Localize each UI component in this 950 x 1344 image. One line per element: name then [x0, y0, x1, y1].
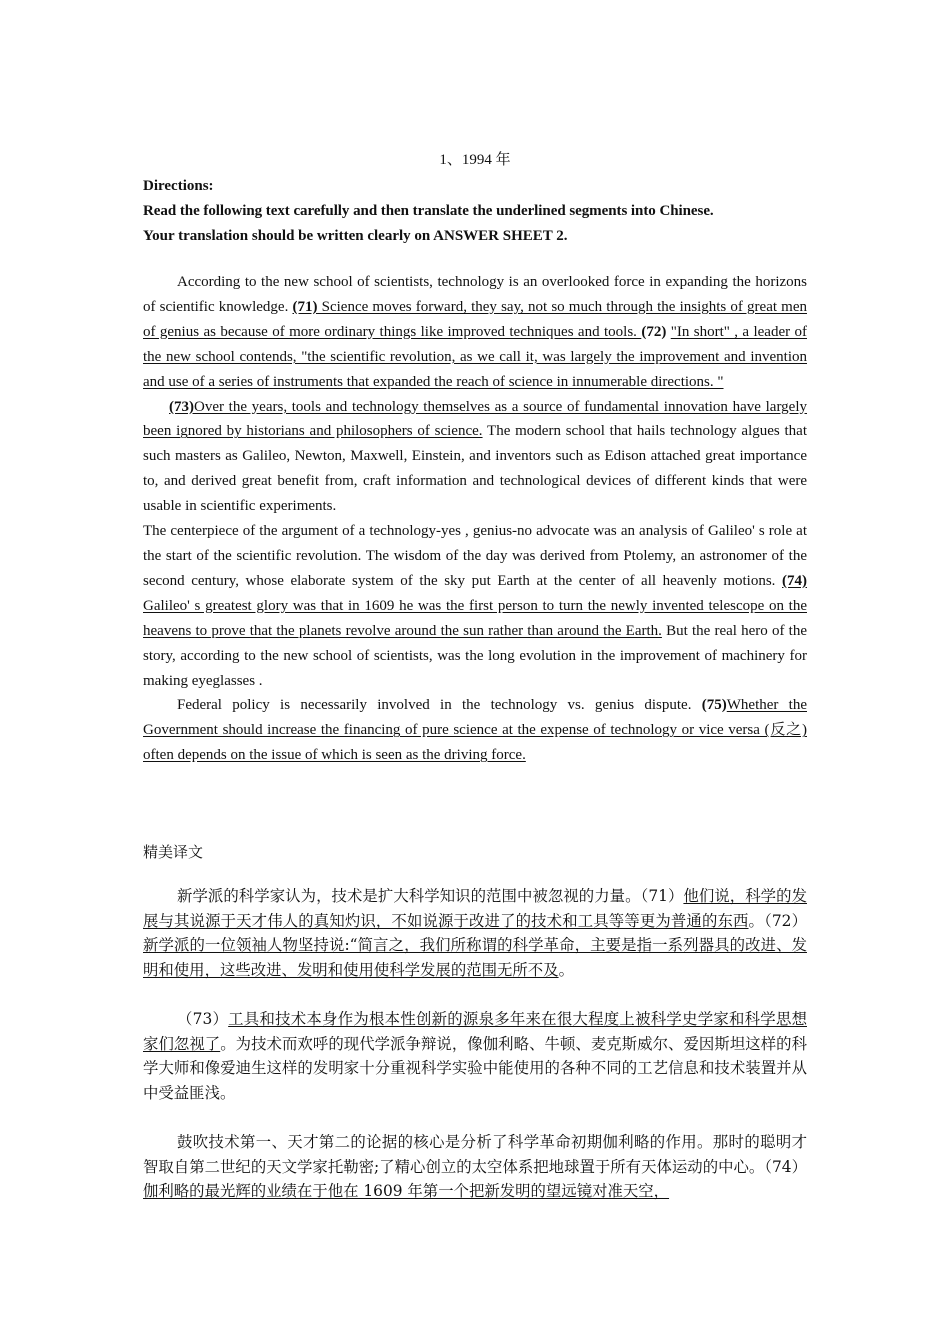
underlined-segment-73: Over the years, tools and technology themselves as a source of fundamental innovation have largely been ignored by historians and philosophers of science. [143, 398, 807, 440]
directions-block [143, 174, 807, 249]
text: Federal policy is necessarily involved in the technology vs. genius dispute. [177, 697, 702, 714]
text: The modern school that hails technology algues that such masters as Galileo, Newton, Maxwell, Einstein, and inventors such as Edison attached great importance to, and derived great benefit from, craft information and technological devices of different kinds that were usable in scientific experiments. [143, 423, 807, 515]
passage-paragraph-2 [143, 395, 807, 520]
underlined-segment-71: Science moves forward, they say, not so much through the insights of great men of genius as because of more ordinary things like improved techniques and tools. [143, 298, 807, 340]
translation-underlined-73: 工具和技术本身作为根本性创新的源泉多年来在很大程度上被科学史学家和科学思想家们忽视了 [143, 1009, 807, 1053]
question-number-73: (73) [169, 398, 194, 415]
underlined-segment-75: Whether the Government should increase the financing of pure science at the expense of technology or vice versa (反之) often depends on the issue of which is seen as the driving force. [143, 697, 807, 764]
translation-paragraph-3 [143, 1130, 807, 1204]
translation-paragraph-2 [143, 1007, 807, 1105]
text: （73） [177, 1009, 229, 1028]
text: 新学派的科学家认为，技术是扩大科学知识的范围中被忽视的力量。（71） [177, 887, 684, 905]
translation-label: 精美译文 [143, 845, 204, 861]
text: According to the new school of scientists, technology is an overlooked force in expanding the horizons of scientific knowledge. [143, 274, 807, 315]
passage-paragraph-4 [143, 693, 807, 768]
text: 。（72） [748, 911, 807, 930]
chinese-translation [143, 884, 807, 1228]
underlined-segment-74: Galileo' s greatest glory was that in 1609 he was the first person to turn the newly invented telescope on the heavens to prove that the planets revolve around the sun rather than around the Earth. [143, 597, 807, 639]
directions-line-1: Read the following text carefully and then translate the underlined segments into Chinese. [143, 203, 714, 219]
text: 。为技术而欢呼的现代学派争辩说，像伽利略、牛顿、麦克斯威尔、爱因斯坦这样的科学大师和像爱迪生这样的发明家十分重视科学实验中能使用的各种不同的工艺信息和技术装置并从中受益匪浅。 [143, 1034, 807, 1102]
translation-underlined-72: 新学派的一位领袖人物坚持说:“简言之，我们所称谓的科学革命，主要是指一系列器具的改进、发明和使用，这些改进、发明和使用使科学发展的范围无所不及 [143, 936, 807, 979]
passage-paragraph-1 [143, 270, 807, 395]
text: The centerpiece of the argument of a technology-yes , genius-no advocate was an analysis of Galileo' s role at the start of the scientific revolution. The wisdom of the day was derived from Ptolemy, an astronomer of the second century, whose elaborate system of the sky put Earth at the center of all heavenly motions. [143, 523, 807, 589]
question-number-75: (75) [701, 697, 727, 714]
english-passage [143, 270, 807, 768]
section-heading: 1、1994 年 [439, 152, 511, 168]
question-number-72: (72) [641, 323, 667, 340]
translation-paragraph-1 [143, 884, 807, 982]
text: But the real hero of the story, according to the new school of scientists, was the long evolution in the improvement of machinery for making eyeglasses . [143, 622, 807, 689]
text: 鼓吹技术第一、天才第二的论据的核心是分析了科学革命初期伽利略的作用。那时的聪明才智取自第二世纪的天文学家托勒密;了精心创立的太空体系把地球置于所有天体运动的中心。（74） [143, 1132, 807, 1176]
directions-label: Directions: [143, 178, 214, 194]
text: 。 [558, 960, 574, 979]
directions-line-2: Your translation should be written clearly on ANSWER SHEET 2. [143, 228, 568, 244]
question-number-71: (71) [292, 298, 318, 315]
question-number-74: (74) [782, 572, 807, 589]
underlined-segment-72: "In short" , a leader of the new school contends, "the scientific revolution, as we call it, was largely the improvement and invention and use of a series of instruments that expanded the reach of science in innumerable directions. " [143, 323, 808, 390]
translation-underlined-74: 伽利略的最光辉的业绩在于他在 1609 年第一个把新发明的望远镜对准天空， [143, 1182, 670, 1201]
translation-underlined-71: 他们说，科学的发展与其说源于天才伟人的真知灼识，不如说源于改进了的技术和工具等等更为普通的东西 [143, 887, 807, 930]
passage-paragraph-3 [143, 519, 807, 693]
